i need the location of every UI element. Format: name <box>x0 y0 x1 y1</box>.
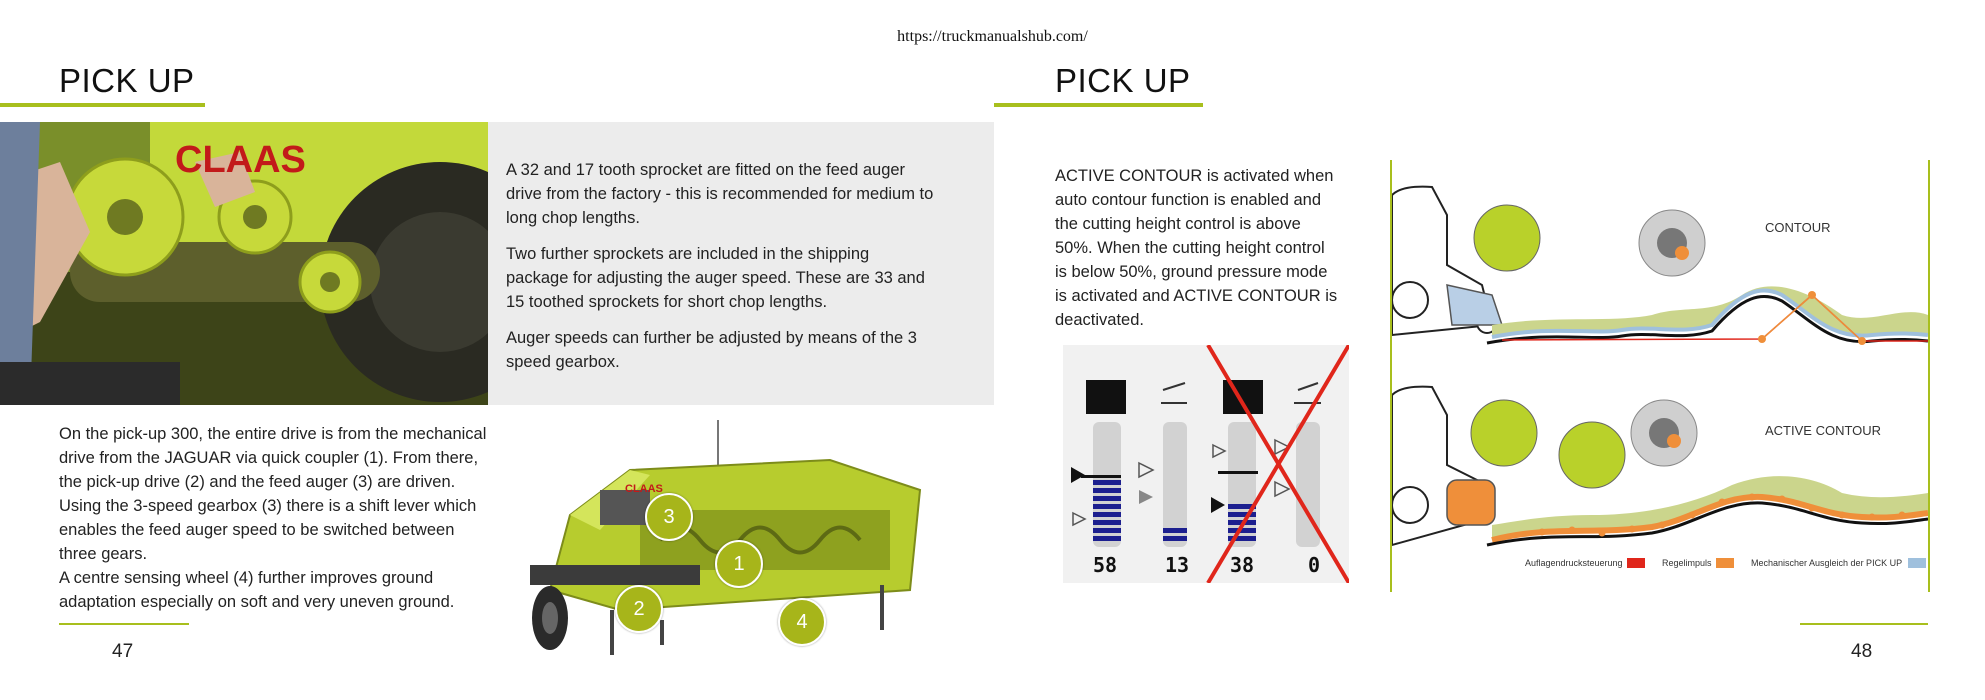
diagram-right-border <box>1928 160 1930 592</box>
legend-label-3: Mechanischer Ausgleich der PICK UP <box>1751 558 1903 568</box>
display-value-1: 58 <box>1093 553 1118 577</box>
legend-label-1: Auflagendrucksteuerung <box>1525 558 1623 568</box>
header-url[interactable]: https://truckmanualshub.com/ <box>897 28 1088 45</box>
left-page-title: PICK UP <box>59 62 195 99</box>
centre-wheel-paragraph: A centre sensing wheel (4) further improves ground adaptation especially on soft and very uneven ground. <box>59 569 455 611</box>
legend-swatch-3 <box>1908 558 1926 568</box>
active-contour-paragraph: ACTIVE CONTOUR is activated when auto contour function is enabled and the cutting height control is above 50%. When the cutting height control is below 50%, ground pressure mode is activated and ACTIVE CONTOUR is deactivated. <box>1055 167 1338 329</box>
gray-paragraph-2: Two further sprockets are included in the shipping package for adjusting the auger speed. These are 33 and 15 toothed sprockets for short chop lengths. <box>506 245 925 311</box>
sprocket-photo <box>0 122 488 405</box>
legend-swatch-1 <box>1627 558 1645 568</box>
display-value-3: 38 <box>1230 553 1255 577</box>
gray-paragraph-3: Auger speeds can further be adjusted by means of the 3 speed gearbox. <box>506 329 917 371</box>
left-title-rule <box>0 103 205 107</box>
callout-3: 3 <box>645 493 693 541</box>
gray-paragraph-1: A 32 and 17 tooth sprocket are fitted on the feed auger drive from the factory - this is recommended for medium to long chop lengths. <box>506 161 934 227</box>
active-contour-label: ACTIVE CONTOUR <box>1765 423 1882 438</box>
claas-logo: CLAAS <box>175 139 306 181</box>
display-value-4: 0 <box>1308 553 1321 577</box>
contour-diagram <box>1392 175 1928 575</box>
callout-4: 4 <box>778 598 826 646</box>
right-page-title: PICK UP <box>1055 62 1191 99</box>
legend-label-2: Regelimpuls <box>1662 558 1712 568</box>
legend-swatch-2 <box>1716 558 1734 568</box>
callout-2: 2 <box>615 585 663 633</box>
pickup-machine-image <box>510 420 930 665</box>
pickup-drive-text <box>59 422 489 614</box>
pickup-claas-logo: CLAAS <box>625 483 663 495</box>
callout-1: 1 <box>715 540 763 588</box>
left-footer-rule <box>59 623 189 625</box>
right-title-rule <box>994 103 1203 107</box>
pickup-drive-paragraph: On the pick-up 300, the entire drive is from the mechanical drive from the JAGUAR via quick coupler (1). From there, the pick-up drive (2) and the feed auger (3) are driven. Using the 3-speed gearbox (3) there is a shift lever which enables the feed auger speed to be switched between three gears. <box>59 425 487 563</box>
page-number-left: 47 <box>112 641 134 662</box>
gray-text-box <box>488 122 994 405</box>
active-contour-text <box>1055 164 1340 332</box>
diagram-legend <box>1525 557 1930 571</box>
contour-label: CONTOUR <box>1765 220 1831 235</box>
page-number-right: 48 <box>1851 641 1873 662</box>
display-value-2: 13 <box>1165 553 1190 577</box>
cutting-height-display <box>1063 345 1349 583</box>
right-footer-rule <box>1800 623 1928 625</box>
